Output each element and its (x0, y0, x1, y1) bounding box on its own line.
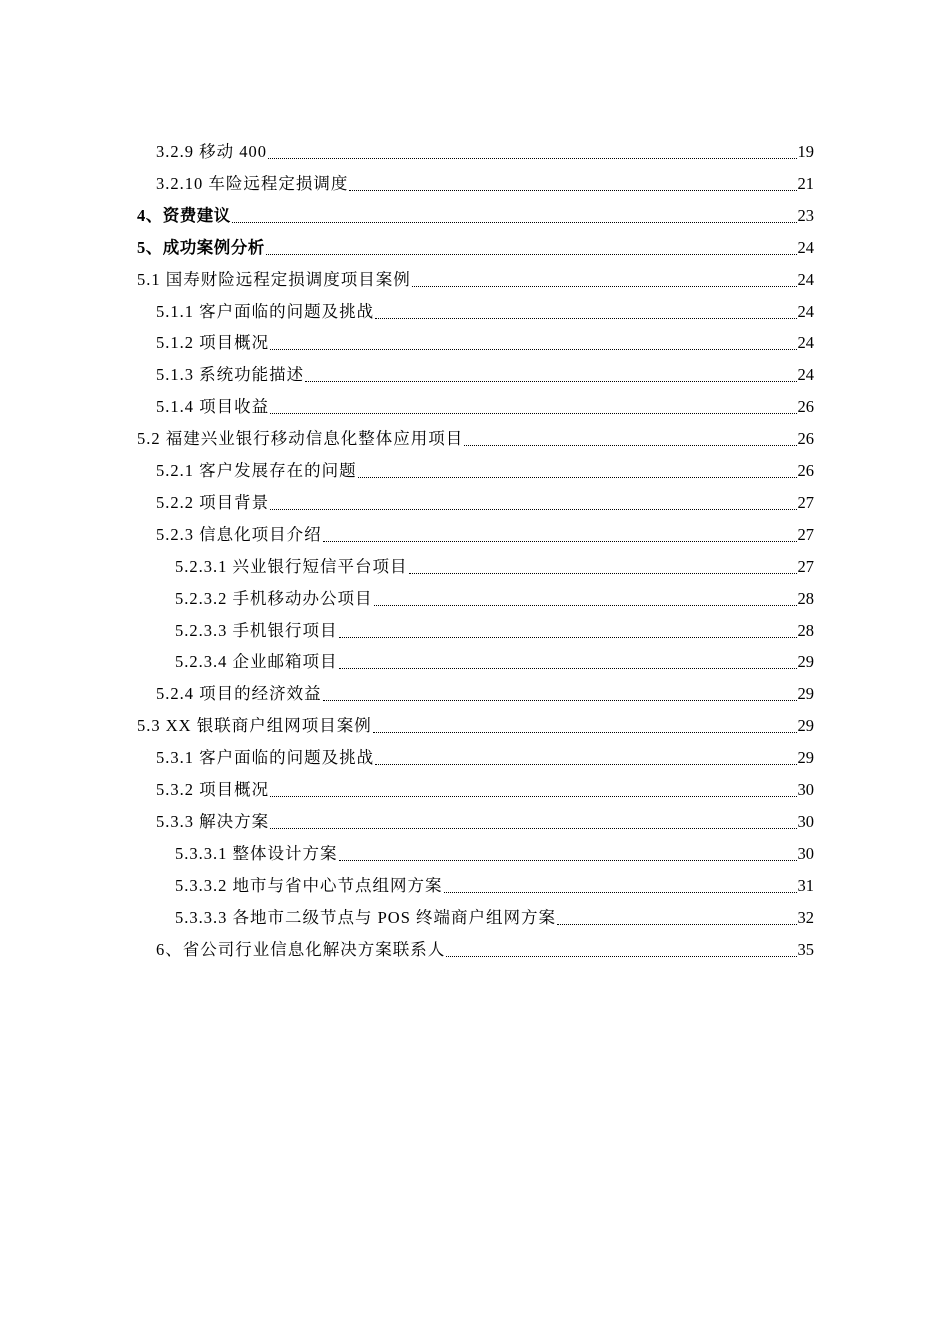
toc-entry[interactable] (156, 672, 814, 704)
toc-dot-leader (409, 573, 797, 574)
toc-entry-label: 5.2.3 信息化项目介绍 (156, 524, 322, 544)
toc-entry[interactable] (175, 896, 814, 928)
toc-dot-leader (268, 158, 797, 159)
toc-entry-page-number: 26 (797, 461, 814, 480)
toc-entry-label: 5.3.3.3 各地市二级节点与 POS 终端商户组网方案 (175, 907, 557, 927)
toc-dot-leader (270, 828, 796, 829)
toc-entry-page-number: 19 (797, 142, 814, 161)
toc-entry-label: 5.2.4 项目的经济效益 (156, 684, 322, 704)
toc-dot-leader (358, 477, 797, 478)
toc-entry[interactable] (175, 545, 814, 577)
toc-entry-label: 5.2.3.1 兴业银行短信平台项目 (175, 556, 408, 576)
toc-dot-leader (349, 190, 796, 191)
toc-entry-label: 5.3.1 客户面临的问题及挑战 (156, 748, 375, 768)
toc-entry-label: 5.2.2 项目背景 (156, 492, 270, 512)
toc-dot-leader (339, 637, 797, 638)
toc-entry-label: 5.1.4 项目收益 (156, 397, 270, 417)
toc-entry-page-number: 27 (797, 524, 814, 544)
toc-dot-leader (305, 381, 796, 382)
toc-entry-label: 5.1.3 系统功能描述 (156, 365, 305, 385)
toc-entry-page-number: 32 (797, 907, 814, 927)
toc-entry-page-number: 28 (797, 620, 814, 640)
toc-entry-page-number: 28 (797, 588, 814, 608)
toc-entry-page-number: 31 (797, 875, 814, 895)
toc-entry-page-number: 29 (797, 748, 814, 768)
toc-entry-label: 5.2.3.2 手机移动办公项目 (175, 588, 373, 608)
toc-dot-leader (266, 254, 797, 255)
toc-entry-label: 5.2.1 客户发展存在的问题 (156, 461, 357, 480)
toc-dot-leader (323, 700, 797, 701)
toc-entry-label: 5、成功案例分析 (137, 237, 265, 257)
toc-entry[interactable] (175, 609, 814, 641)
toc-entry-page-number: 30 (797, 843, 814, 863)
toc-entry-label: 5.1.1 客户面临的问题及挑战 (156, 301, 375, 321)
toc-entry-page-number: 26 (797, 429, 814, 449)
toc-entry-page-number: 23 (797, 205, 814, 225)
toc-entry[interactable] (175, 640, 814, 672)
toc-entry-page-number: 26 (797, 397, 814, 417)
toc-entry-page-number: 27 (797, 492, 814, 512)
toc-entry-page-number: 29 (797, 652, 814, 672)
toc-entry[interactable] (175, 832, 814, 864)
toc-dot-leader (270, 509, 796, 510)
toc-dot-leader (374, 605, 797, 606)
toc-dot-leader (270, 413, 796, 414)
toc-entry-page-number: 24 (797, 237, 814, 257)
toc-dot-leader (444, 892, 797, 893)
toc-dot-leader (323, 541, 797, 542)
toc-entry[interactable] (137, 194, 814, 226)
toc-entry-label: 3.2.9 移动 400 (156, 142, 267, 161)
toc-dot-leader (270, 349, 796, 350)
toc-entry-page-number: 27 (797, 556, 814, 576)
toc-dot-leader (339, 668, 797, 669)
toc-dot-leader (339, 860, 797, 861)
toc-entry-page-number: 24 (797, 365, 814, 385)
toc-entry-label: 5.3.3.2 地市与省中心节点组网方案 (175, 875, 443, 895)
toc-entry-label: 5.2.3.3 手机银行项目 (175, 620, 338, 640)
toc-entry-label: 5.1 国寿财险远程定损调度项目案例 (137, 269, 411, 289)
toc-entry[interactable] (175, 577, 814, 609)
toc-entry-label: 5.2 福建兴业银行移动信息化整体应用项目 (137, 429, 464, 449)
toc-entry-label: 6、省公司行业信息化解决方案联系人 (156, 939, 446, 959)
toc-entry[interactable] (137, 704, 814, 736)
toc-dot-leader (446, 956, 796, 957)
toc-dot-leader (464, 445, 796, 446)
toc-entry[interactable] (156, 353, 814, 385)
toc-entry-page-number: 24 (797, 301, 814, 321)
toc-entry-label: 5.3 XX 银联商户组网项目案例 (137, 716, 372, 736)
toc-entry[interactable] (156, 481, 814, 513)
toc-entry[interactable] (156, 130, 814, 162)
toc-entry-page-number: 35 (797, 939, 814, 959)
toc-entry[interactable] (175, 864, 814, 896)
toc-entry-page-number: 29 (797, 716, 814, 736)
toc-entry-page-number: 21 (797, 173, 814, 193)
toc-entry-page-number: 24 (797, 269, 814, 289)
toc-dot-leader (373, 732, 797, 733)
toc-entry[interactable] (156, 321, 814, 353)
toc-entry-label: 5.1.2 项目概况 (156, 333, 270, 353)
toc-dot-leader (270, 796, 796, 797)
toc-dot-leader (232, 222, 797, 223)
toc-entry-label: 5.3.2 项目概况 (156, 780, 270, 799)
toc-entry-label: 3.2.10 车险远程定损调度 (156, 173, 349, 193)
toc-entry-label: 5.2.3.4 企业邮箱项目 (175, 652, 338, 672)
toc-dot-leader (557, 924, 796, 925)
toc-entry[interactable] (137, 226, 814, 258)
toc-entry-label: 5.3.3.1 整体设计方案 (175, 843, 338, 863)
toc-dot-leader (412, 286, 797, 287)
toc-entry[interactable] (137, 417, 814, 449)
toc-entry-label: 5.3.3 解决方案 (156, 811, 270, 831)
toc-entry[interactable] (156, 768, 814, 800)
toc-entry[interactable] (156, 290, 814, 322)
toc-dot-leader (375, 318, 796, 319)
toc-entry[interactable] (156, 928, 814, 960)
toc-entry[interactable] (156, 449, 814, 481)
toc-dot-leader (375, 764, 796, 765)
toc-entry-page-number: 29 (797, 684, 814, 704)
toc-entry[interactable] (156, 385, 814, 417)
toc-entry[interactable] (156, 800, 814, 832)
toc-entry[interactable] (156, 736, 814, 768)
toc-entry[interactable] (156, 162, 814, 194)
toc-entry-page-number: 24 (797, 333, 814, 353)
toc-entry-label: 4、资费建议 (137, 205, 231, 225)
toc-entry[interactable] (156, 513, 814, 545)
toc-entry-page-number: 30 (797, 811, 814, 831)
toc-entry[interactable] (137, 258, 814, 290)
toc-entry-page-number: 30 (797, 780, 814, 799)
